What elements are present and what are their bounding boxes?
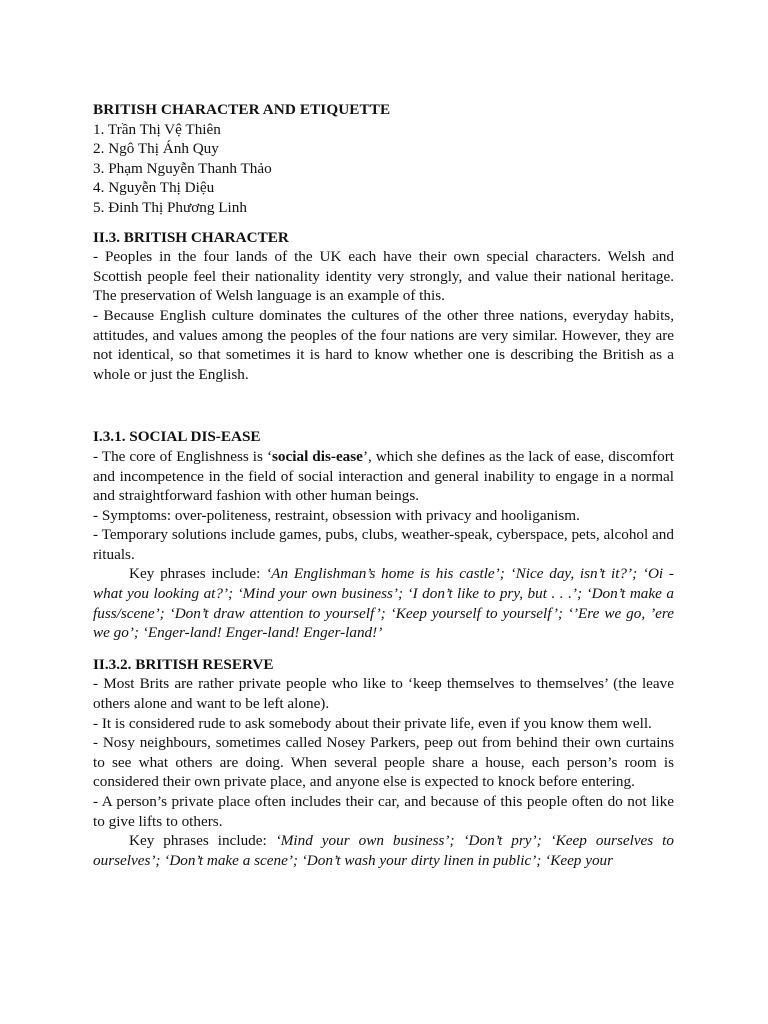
- paragraph: - It is considered rude to ask somebody about their private life, even if you know them well.: [93, 714, 652, 732]
- paragraph: - A person’s private place often includes their car, and because of this people often do not like to give lifts to others.: [93, 793, 674, 830]
- key-phrases-paragraph: [93, 831, 674, 870]
- author-item: 5. Đinh Thị Phương Linh: [93, 198, 247, 216]
- paragraph: - Peoples in the four lands of the UK each have their own special characters. Welsh and Scottish people feel their nationality identity very strongly, and value their national heritage. The preservation of Welsh language is an example of this.: [93, 248, 674, 305]
- paragraph: - Temporary solutions include games, pubs, clubs, weather-speak, cyberspace, pets, alcohol and rituals.: [93, 526, 674, 563]
- paragraph: - Nosy neighbours, sometimes called Nosey Parkers, peep out from behind their own curtains to see what others are doing. When several people share a house, each person’s room is considered their own private place, and anyone else is expected to knock before entering.: [93, 734, 674, 791]
- bold-term: social dis-ease: [272, 447, 363, 465]
- author-item: 2. Ngô Thị Ánh Quy: [93, 140, 219, 158]
- key-phrases-label: Key phrases include:: [129, 832, 276, 850]
- section-heading-british-character: II.3. BRITISH CHARACTER: [93, 228, 289, 246]
- paragraph: [93, 447, 674, 506]
- document-page: [93, 100, 674, 870]
- section-heading-social-disease: I.3.1. SOCIAL DIS-EASE: [93, 428, 261, 446]
- document-title: BRITISH CHARACTER AND ETIQUETTE: [93, 101, 391, 118]
- author-item: 3. Phạm Nguyễn Thanh Thảo: [93, 159, 272, 177]
- key-phrases-text: ‘Mind your own business’; ‘Don’t pry’; ‘Keep ourselves to ourselves’; ‘Don’t make a scene’; ‘Don’t wash your dirty linen in public’; ‘Keep your: [93, 832, 675, 869]
- key-phrases-paragraph: [93, 564, 674, 642]
- key-phrases-label: Key phrases include:: [129, 565, 267, 583]
- paragraph: - Most Brits are rather private people who like to ‘keep themselves to themselves’ (the leave others alone and want to be left alone).: [93, 675, 674, 713]
- author-item: 1. Trần Thị Vệ Thiên: [93, 120, 221, 138]
- paragraph: - Symptoms: over-politeness, restraint, obsession with privacy and hooliganism.: [93, 506, 580, 524]
- paragraph: - Because English culture dominates the cultures of the other three nations, everyday habits, attitudes, and values among the peoples of the four nations are very similar. However, they are not identical, so that sometimes it is hard to know whether one is describing the British as a whole or just the English.: [93, 306, 674, 383]
- section-heading-british-reserve: II.3.2. BRITISH RESERVE: [93, 655, 274, 673]
- author-list: [93, 120, 674, 218]
- text-run: - The core of Englishness is ‘: [93, 447, 273, 465]
- key-phrases-text: ‘An Englishman’s home is his castle’; ‘Nice day, isn’t it?’; ‘Oi -what you looking at?’; ‘Mind your own business’; ‘I don’t like to pry, but . . .’; ‘Don’t make a fuss/scene’; ‘Don’t draw attention to yourself’; ‘Keep yourself to yourself’; ‘’Ere we go, ’ere we go’; ‘Enger-land! Enger-land! Enger-land!’: [93, 565, 674, 642]
- author-item: 4. Nguyễn Thị Diệu: [93, 179, 215, 197]
- text-run: ’, which she defines as the lack of ease, discomfort and incompetence in the field of social interaction and general inability to engage in a normal and straightforward fashion with other human beings.: [93, 447, 674, 505]
